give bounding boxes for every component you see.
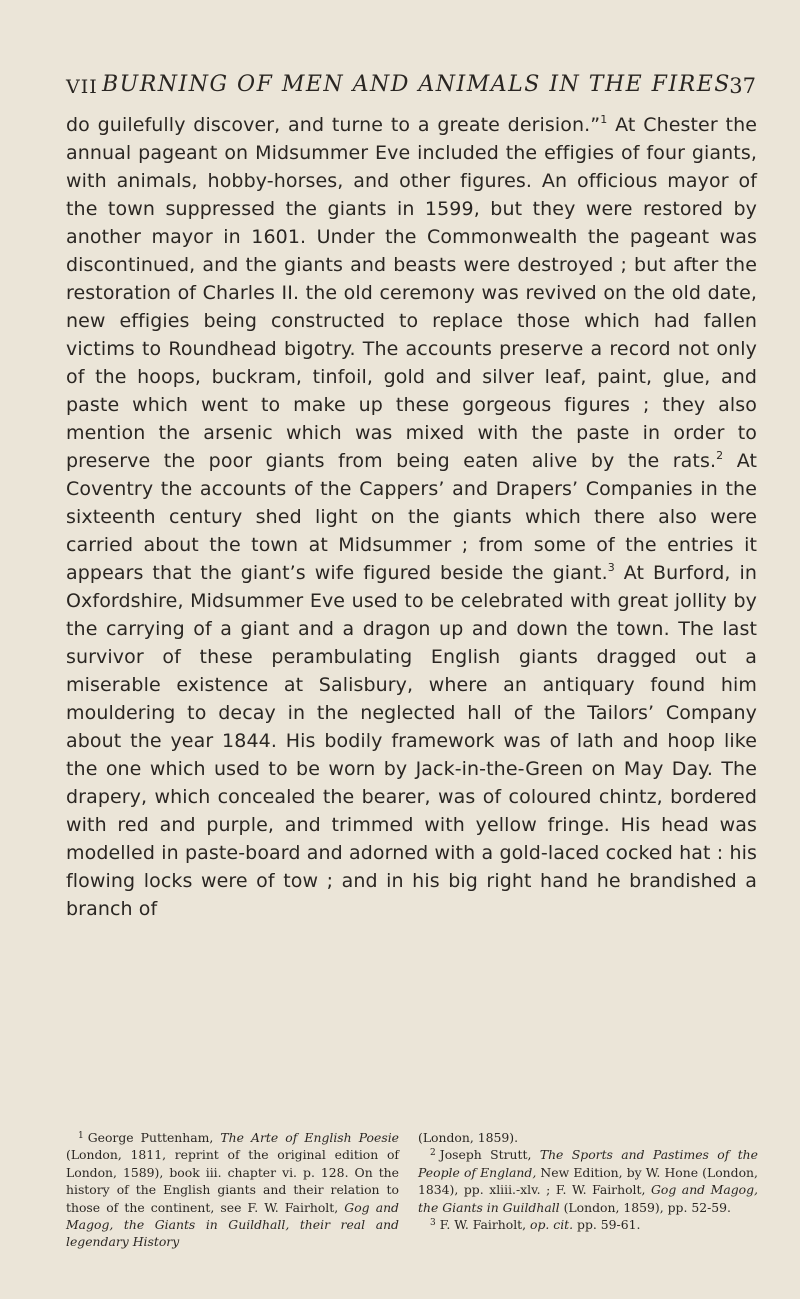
chapter-number: VII (66, 76, 98, 98)
footnote-1 (66, 1129, 399, 1251)
footnote-text: (London, 1811, reprint of the original edition of London, 1589), book iii. chapter vi. p. 128. On the history of the English giants and their relation to those of the continent, see F. W. Fairholt, (66, 1147, 399, 1215)
footnote-author: George Puttenham, (87, 1130, 221, 1145)
footnote-ref-2[interactable]: 2 (716, 449, 724, 462)
footnotes-right-column (418, 1129, 758, 1233)
footnote-title: The Sports and Pastimes of the People of England, (418, 1147, 758, 1180)
footnote-text: New Edition, by W. Hone (London, 1834), pp. xliii.-xlv. ; F. W. Fairholt, (418, 1164, 758, 1198)
text-segment: At Burford, in Oxfordshire, Midsummer Eve used to be celebrated with great jollity by the carrying of a giant and a dragon up and down the town. The last survivor of these perambulating English giants dragged out a miserable existence at Salisbury, where an antiquary found him mouldering to decay in the neglected hall of the Tailors’ Company about the year 1844. His bodily framework was of lath and hoop like the one which used to be worn by Jack-in-the-Green on May Day. The drapery, which concealed the bearer, was of coloured chintz, bordered with red and purple, and trimmed with yellow fringe. His head was modelled in paste-board and adorned with a gold-laced cocked hat : his flowing locks were of tow ; and in his big right hand he brandished a branch of (66, 562, 757, 920)
running-title: BURNING OF MEN AND ANIMALS IN THE FIRES (102, 72, 731, 97)
footnote-number: 1 (78, 1131, 84, 1141)
footnote-2 (418, 1146, 758, 1216)
footnote-text: (London, 1859). (418, 1130, 519, 1145)
footnote-number: 2 (430, 1148, 436, 1159)
footnote-3 (418, 1216, 758, 1233)
footnote-ref-3[interactable]: 3 (607, 561, 615, 574)
footnote-author: F. W. Fairholt, (439, 1217, 531, 1233)
text-segment: At Chester the annual pageant on Midsummer Eve included the effigies of four giants, with animals, hobby-horses, and other figures. An officious mayor of the town suppressed the giants in 1599, but they were restored by another mayor in 1601. Under the Commonwealth the pageant was discontinued, and the giants and beasts were destroyed ; but after the restoration of Charles II. the old ceremony was revived on the old date, new effigies being constructed to replace those which had fallen victims to Roundhead bigotry. The accounts preserve a record not only of the hoops, buckram, tinfoil, gold and silver leaf, paint, glue, and paste which went to make up these gorgeous figures ; they also mention the arsenic which was mixed with the paste in order to preserve the poor giants from being eaten alive by the rats. (66, 114, 757, 472)
footnote-author: Joseph Strutt, (439, 1147, 540, 1163)
page-number: 37 (729, 74, 756, 98)
main-paragraph (66, 111, 757, 923)
text-segment: At Coventry the accounts of the Cappers’ and Drapers’ Companies in the sixteenth century shed light on the giants which there also were carried about the town at Midsummer ; from some of the entries it appears that the giant’s wife figured beside the giant. (66, 450, 758, 584)
footnote-title: op. cit. (530, 1217, 574, 1233)
footnote-number: 3 (430, 1218, 436, 1229)
footnote-title: The Arte of English Poesie (220, 1130, 399, 1145)
footnote-text: pp. 59-61. (573, 1217, 641, 1233)
footnotes (66, 1129, 758, 1289)
footnote-1-continued (418, 1129, 758, 1146)
footnote-ref-1[interactable]: 1 (600, 113, 608, 126)
footnote-text: (London, 1859), pp. 52-59. (559, 1199, 731, 1215)
footnotes-left-column (66, 1129, 399, 1251)
footnote-title: Gog and Magog, the Giants in Guildhall (418, 1182, 758, 1215)
running-header (66, 72, 756, 102)
footnote-title: Gog and Magog, the Giants in Guildhall, their real and legendary History (66, 1199, 399, 1250)
text-segment: do guilefully discover, and turne to a greate derision.” (66, 114, 601, 136)
